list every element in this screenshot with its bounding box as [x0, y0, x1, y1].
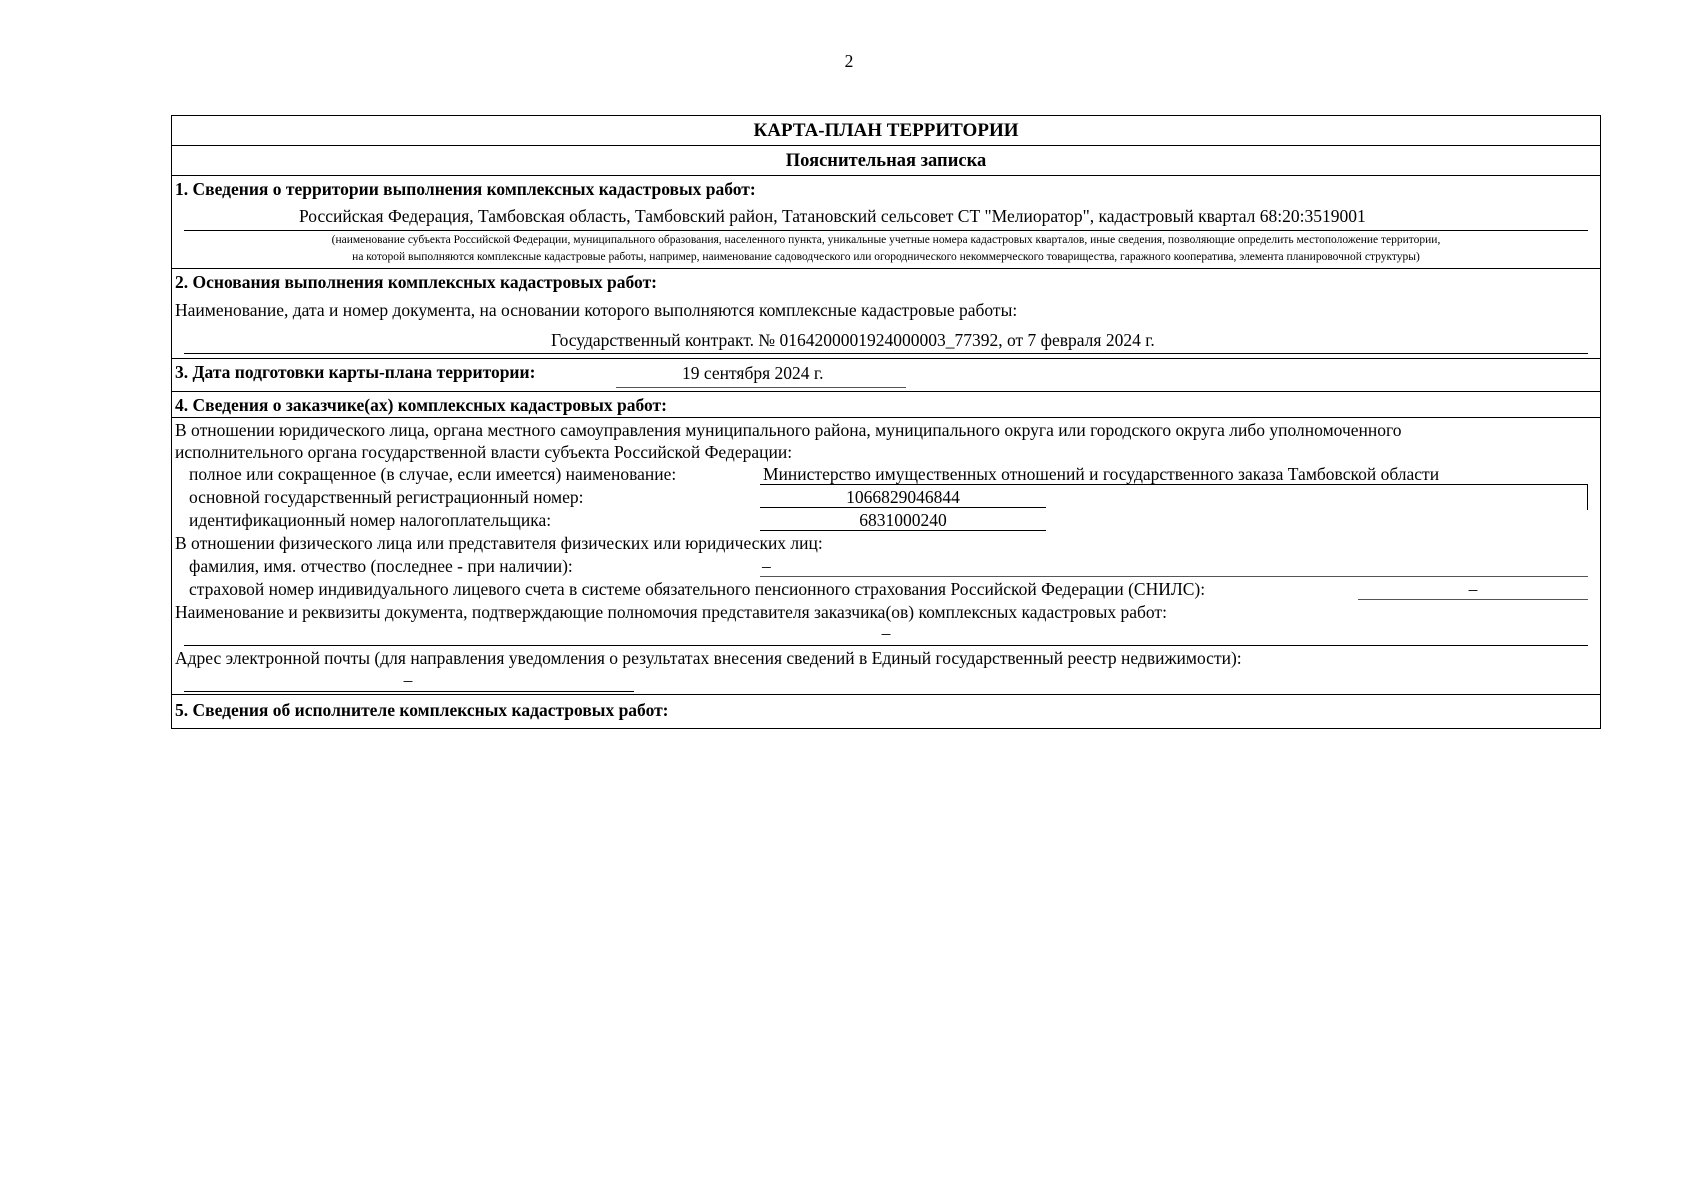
authority-document-label: Наименование и реквизиты документа, подтверждающие полномочия представителя заказчика(ов) комплексных кадастровых работ:: [175, 602, 1167, 622]
fio-underline: [760, 576, 1588, 577]
legal-entity-intro-line1: В отношении юридического лица, органа местного самоуправления муниципального района, муниципального округа или городского округа либо уполномоченного: [175, 420, 1402, 440]
legal-entity-intro-line2: исполнительного органа государственной власти субъекта Российской Федерации:: [175, 442, 793, 462]
section3-heading: 3. Дата подготовки карты-плана территории:: [175, 362, 536, 382]
territory-hint-line1: (наименование субъекта Российской Федерации, муниципального образования, населенного пункта, уникальные учетные номера кадастровых кварталов, иные сведения, позволяющие определить местоположение территории,: [331, 234, 1441, 246]
form-subtitle: Пояснительная записка: [785, 151, 987, 171]
customer-name-underline: [760, 484, 1588, 485]
preparation-date-underline: [616, 387, 906, 388]
ogrn-value: 1066829046844: [846, 487, 960, 507]
authority-document-underline: [184, 645, 1588, 646]
email-value: –: [403, 670, 413, 690]
customer-name-label: полное или сокращенное (в случае, если имеется) наименование:: [189, 464, 677, 484]
inn-label: идентификационный номер налогоплательщика:: [189, 510, 552, 530]
basis-document-label: Наименование, дата и номер документа, на основании которого выполняются комплексные кадастровые работы:: [175, 300, 1018, 320]
explanatory-note-form: [171, 115, 1601, 729]
snils-label: страховой номер индивидуального лицевого счета в системе обязательного пенсионного страхования Российской Федерации (СНИЛС):: [189, 579, 1206, 599]
ogrn-label: основной государственный регистрационный номер:: [189, 487, 584, 507]
section2-heading: 2. Основания выполнения комплексных кадастровых работ:: [175, 272, 658, 292]
email-underline: [184, 691, 634, 692]
section4-heading: 4. Сведения о заказчике(ах) комплексных кадастровых работ:: [175, 395, 667, 415]
basis-document-underline: [184, 353, 1588, 354]
customer-name-value: Министерство имущественных отношений и государственного заказа Тамбовской области: [763, 464, 1440, 484]
customer-name-end-tick: [1587, 484, 1588, 510]
divider: [172, 694, 1600, 695]
divider: [172, 145, 1600, 146]
section5-heading: 5. Сведения об исполнителе комплексных кадастровых работ:: [175, 700, 669, 720]
inn-value: 6831000240: [859, 510, 947, 530]
divider: [172, 175, 1600, 176]
fio-value: –: [762, 556, 771, 576]
territory-hint-line2: на которой выполняются комплексные кадастровые работы, например, наименование садоводческого или огороднического некоммерческого товарищества, гаражного кооператива, элемента планировочной структуры): [352, 251, 1420, 263]
inn-underline: [760, 530, 1046, 531]
snils-underline: [1358, 599, 1588, 600]
authority-document-value: –: [881, 623, 891, 643]
form-title: КАРТА-ПЛАН ТЕРРИТОРИИ: [753, 120, 1019, 141]
preparation-date-value: 19 сентября 2024 г.: [682, 363, 824, 383]
divider: [172, 358, 1600, 359]
divider: [172, 391, 1600, 392]
territory-location-value: Российская Федерация, Тамбовская область, Тамбовский район, Татановский сельсовет СТ "Мелиоратор", кадастровый квартал 68:20:3519001: [299, 206, 1366, 226]
divider: [172, 417, 1600, 418]
fio-label: фамилия, имя. отчество (последнее - при наличии):: [189, 556, 573, 576]
basis-document-value: Государственный контракт. № 0164200001924000003_77392, от 7 февраля 2024 г.: [551, 330, 1155, 350]
individual-intro: В отношении физического лица или представителя физических или юридических лиц:: [175, 533, 823, 553]
email-label: Адрес электронной почты (для направления уведомления о результатах внесения сведений в Единый государственный реестр недвижимости):: [175, 648, 1242, 668]
section1-heading: 1. Сведения о территории выполнения комплексных кадастровых работ:: [175, 179, 756, 199]
ogrn-underline: [760, 507, 1046, 508]
page-number: 2: [844, 51, 854, 71]
divider: [172, 268, 1600, 269]
snils-value: –: [1468, 579, 1478, 599]
territory-location-underline: [184, 230, 1588, 231]
